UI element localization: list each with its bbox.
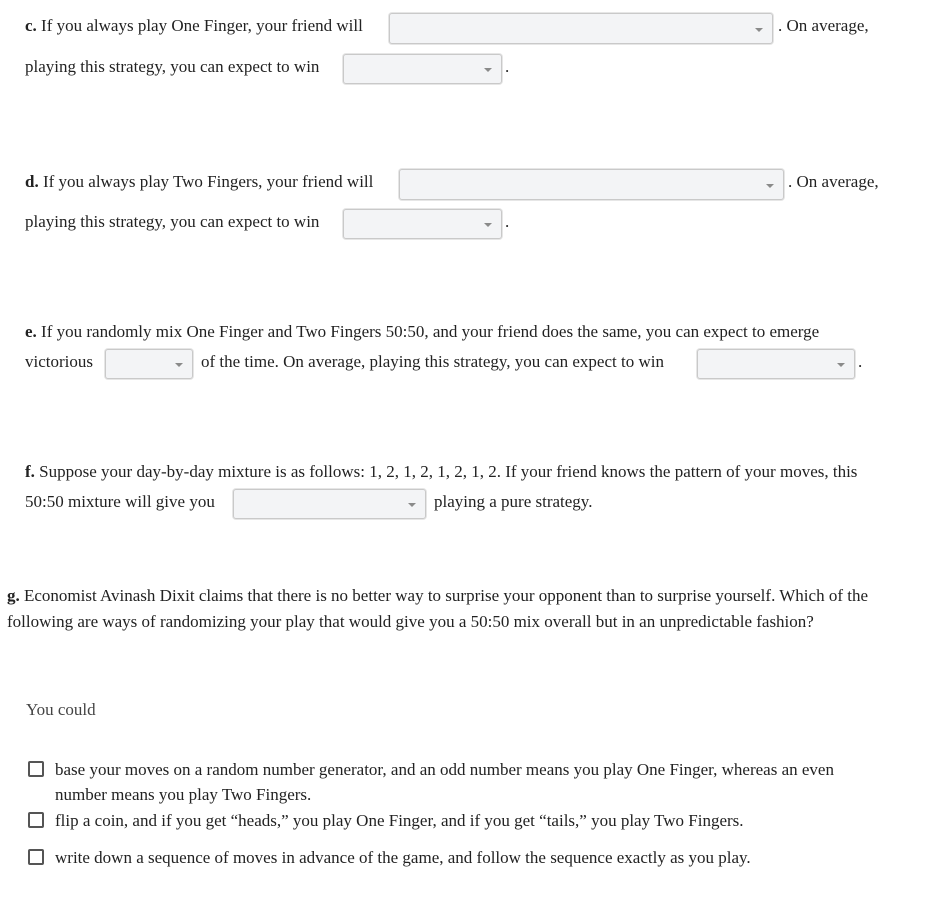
question-g-line2: following are ways of randomizing your play that would give you a 50:50 mix overall but in an unpredictable fashion? (7, 612, 814, 631)
question-e-mid-text: of the time. On average, playing this strategy, you can expect to win (201, 352, 664, 371)
question-g-line1 (7, 585, 868, 607)
option-2-checkbox[interactable] (28, 812, 44, 828)
question-g-prompt: You could (26, 700, 96, 719)
chevron-down-icon (408, 503, 416, 507)
question-c-winnings-dropdown[interactable] (343, 54, 502, 84)
question-c-text: If you always play One Finger, your friend will (41, 16, 363, 35)
question-d-letter: d. (25, 172, 39, 191)
question-f-letter: f. (25, 462, 35, 481)
chevron-down-icon (755, 28, 763, 32)
question-d-response-dropdown[interactable] (399, 169, 784, 200)
question-c-after-text: . On average, (778, 16, 869, 35)
question-g-text: Economist Avinash Dixit claims that there is no better way to surprise your opponent than to surprise yourself. Which of the (24, 586, 869, 605)
question-e-winnings-dropdown[interactable] (697, 349, 855, 379)
question-e-text: If you randomly mix One Finger and Two Fingers 50:50, and your friend does the same, you can expect to emerge (41, 322, 820, 341)
chevron-down-icon (484, 223, 492, 227)
option-1-label-line1: base your moves on a random number generator, and an odd number means you play One Finger, whereas an even (55, 760, 834, 779)
question-e-letter: e. (25, 322, 37, 341)
question-d-line1 (25, 171, 373, 193)
question-d-line2-end: . (505, 212, 510, 231)
chevron-down-icon (837, 363, 845, 367)
question-d-text: If you always play Two Fingers, your friend will (42, 172, 374, 191)
question-f-dropdown[interactable] (233, 489, 426, 519)
question-c-line2-end: . (505, 57, 510, 76)
question-g-letter: g. (7, 586, 20, 605)
question-e-end: . (858, 352, 863, 371)
option-2-label[interactable]: flip a coin, and if you get “heads,” you play One Finger, and if you get “tails,” you play Two Fingers. (55, 811, 744, 830)
chevron-down-icon (175, 363, 183, 367)
question-f-line2-after: playing a pure strategy. (434, 492, 593, 511)
option-1-label-line2: number means you play Two Fingers. (55, 785, 312, 804)
question-f-line2-text: 50:50 mixture will give you (25, 492, 215, 511)
chevron-down-icon (766, 184, 774, 188)
question-c-letter: c. (25, 16, 37, 35)
option-1-label[interactable] (55, 757, 834, 807)
question-c-line2: playing this strategy, you can expect to win (25, 57, 320, 76)
question-e-victorious-text: victorious (25, 352, 93, 371)
chevron-down-icon (484, 68, 492, 72)
option-3-label[interactable]: write down a sequence of moves in advance of the game, and follow the sequence exactly as you play. (55, 848, 751, 867)
option-3-checkbox[interactable] (28, 849, 44, 865)
question-e-line1 (25, 321, 819, 343)
question-e-frequency-dropdown[interactable] (105, 349, 193, 379)
question-f-text: Suppose your day-by-day mixture is as follows: 1, 2, 1, 2, 1, 2, 1, 2. If your friend knows the pattern of your moves, this (39, 462, 858, 481)
option-1-checkbox[interactable] (28, 761, 44, 777)
question-d-after-text: . On average, (788, 172, 879, 191)
question-c-response-dropdown[interactable] (389, 13, 773, 44)
question-d-line2: playing this strategy, you can expect to win (25, 212, 320, 231)
question-f-line1 (25, 461, 857, 483)
question-d-winnings-dropdown[interactable] (343, 209, 502, 239)
question-c-line1 (25, 15, 363, 37)
